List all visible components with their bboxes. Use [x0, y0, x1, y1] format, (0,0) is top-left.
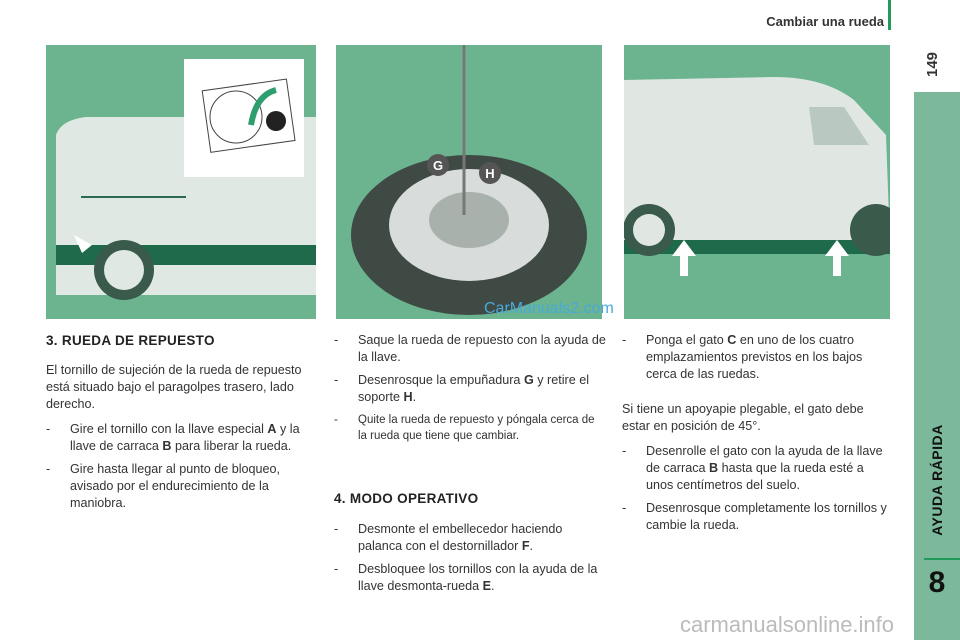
item-text: Desenrosque la empuñadura G y retire el soporte H.	[358, 373, 590, 404]
section-3-intro: El tornillo de sujeción de la rueda de repuesto está situado bajo el paragolpes trasero, lado derecho.	[46, 363, 302, 411]
list-item	[46, 421, 306, 455]
label-h: H	[485, 166, 495, 181]
section-4-title: 4. MODO OPERATIVO	[334, 491, 479, 506]
bullet: -	[334, 522, 339, 536]
list-item	[334, 561, 606, 595]
item-text: Gire el tornillo con la llave especial A y la llave de carraca B para liberar la rueda.	[70, 422, 300, 453]
bullet: -	[46, 422, 51, 436]
van-jacking-points-illustration	[624, 45, 890, 319]
list-item	[622, 500, 890, 534]
item-text: Desbloquee los tornillos con la ayuda de la llave desmonta-rueda E.	[358, 562, 598, 593]
chapter-label-text: AYUDA RÁPIDA	[929, 424, 946, 536]
item-text: Ponga el gato C en uno de los cuatro emplazamientos previstos en los bajos cerca de las ruedas.	[646, 333, 863, 381]
section-title: Cambiar una rueda	[766, 14, 884, 29]
list-item	[334, 521, 606, 555]
bullet: -	[622, 333, 627, 347]
watermark: CarManuals2.com	[484, 300, 614, 317]
item-text: Desenrolle el gato con la ayuda de la llave de carraca B hasta que la rueda esté a unos centímetros del suelo.	[646, 444, 883, 492]
watermark-footer: carmanualsonline.info	[680, 612, 895, 637]
list-item	[622, 332, 890, 383]
jack-note: Si tiene un apoyapie plegable, el gato debe estar en posición de 45°.	[622, 402, 864, 433]
item-text: Saque la rueda de repuesto con la ayuda de la llave.	[358, 333, 606, 364]
page-number	[918, 44, 948, 84]
label-g: G	[432, 158, 444, 173]
bullet: -	[46, 462, 51, 476]
page-number-text: 149	[924, 51, 942, 77]
item-text: Gire hasta llegar al punto de bloqueo, avisado por el endurecimiento de la maniobra.	[70, 462, 281, 510]
van-rear-spare-wheel-illustration	[46, 45, 316, 319]
item-text: Quite la rueda de repuesto y póngala cerca de la rueda que tiene que cambiar.	[358, 414, 595, 442]
section-3-column	[46, 332, 306, 518]
column-3	[622, 332, 890, 540]
list-item	[46, 461, 306, 512]
spare-wheel-illustration	[336, 45, 602, 319]
bullet: -	[334, 414, 338, 426]
section-3-title: 3. RUEDA DE REPUESTO	[46, 333, 215, 348]
bullet: -	[622, 501, 627, 515]
header-divider	[888, 0, 891, 30]
bullet: -	[334, 373, 339, 387]
bullet: -	[334, 562, 339, 576]
chapter-tab-label	[914, 410, 960, 550]
list-item	[334, 372, 606, 406]
bullet: -	[622, 444, 627, 458]
tab-divider	[924, 558, 960, 560]
item-text: Desmonte el embellecedor haciendo palanca con el destornillador F.	[358, 522, 563, 553]
item-text: Desenrosque completamente los tornillos y cambie la rueda.	[646, 501, 887, 532]
column-2	[334, 332, 606, 601]
bullet: -	[334, 333, 339, 347]
list-item	[334, 412, 606, 444]
chapter-number: 8	[928, 566, 946, 599]
list-item	[622, 443, 890, 494]
list-item	[334, 332, 606, 366]
